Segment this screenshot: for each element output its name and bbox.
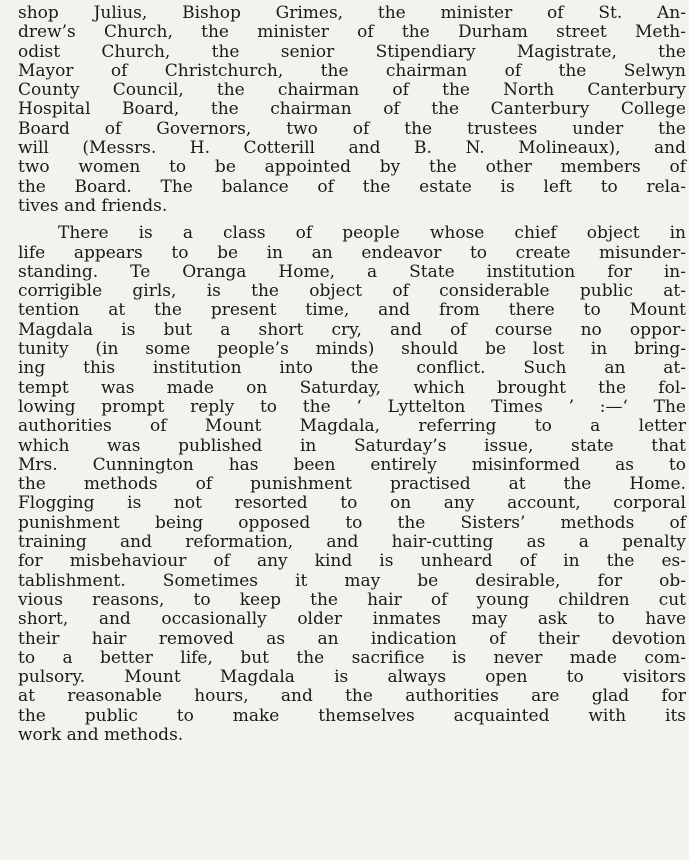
text-line: training and reformation, and hair-cutting as a penalty <box>18 532 686 553</box>
text-line: two women to be appointed by the other members of <box>18 157 686 178</box>
text-line: tives and friends. <box>18 195 168 216</box>
text-line: Flogging is not resorted to on any account, corporal <box>18 493 686 514</box>
text-line: to a better life, but the sacrifice is never made com- <box>18 647 686 668</box>
text-line: authorities of Mount Magdala, referring to a letter <box>18 416 686 437</box>
text-line: lowing prompt reply to the ‘ Lyttelton Times ’ :—‘ The <box>18 396 686 417</box>
text-line: drew’s Church, the minister of the Durham street Meth- <box>18 22 686 43</box>
article-column <box>18 4 686 745</box>
text-line: standing. Te Oranga Home, a State institution for in- <box>18 261 686 282</box>
paragraph-estate-bequest <box>18 4 686 216</box>
text-line: vious reasons, to keep the hair of young children cut <box>18 589 686 610</box>
text-line: short, and occasionally older inmates may ask to have <box>18 609 686 630</box>
text-line: punishment being opposed to the Sisters’ methods of <box>18 512 686 533</box>
text-line: at reasonable hours, and the authorities are glad for <box>18 686 686 707</box>
paragraph-mount-magdala <box>18 224 686 745</box>
text-line: Hospital Board, the chairman of the Canterbury College <box>18 99 686 120</box>
text-line: Magdala is but a short cry, and of course no oppor- <box>18 319 686 340</box>
text-line: odist Church, the senior Stipendiary Magistrate, the <box>18 41 686 62</box>
text-line: shop Julius, Bishop Grimes, the minister of St. An- <box>18 3 686 23</box>
text-line: for misbehaviour of any kind is unheard of in the es- <box>18 551 686 572</box>
text-line: will (Messrs. H. Cotterill and B. N. Molineaux), and <box>18 138 686 159</box>
text-line: Board of Governors, two of the trustees under the <box>18 118 686 139</box>
text-line: tablishment. Sometimes it may be desirable, for ob- <box>18 570 686 591</box>
text-line: the public to make themselves acquainted with its <box>18 705 686 726</box>
text-line: tempt was made on Saturday, which brought the fol- <box>18 377 686 398</box>
text-line: work and methods. <box>18 724 184 745</box>
text-line: Mrs. Cunnington has been entirely misinformed as to <box>18 454 686 475</box>
text-line: their hair removed as an indication of their devotion <box>18 628 686 649</box>
text-line: There is a class of people whose chief object in <box>58 223 686 244</box>
text-line: ing this institution into the conflict. Such an at- <box>18 358 686 379</box>
text-line: tention at the present time, and from there to Mount <box>18 300 686 321</box>
text-line: the Board. The balance of the estate is left to rela- <box>18 176 686 197</box>
text-line: corrigible girls, is the object of considerable public at- <box>18 281 686 302</box>
text-line: which was published in Saturday’s issue, state that <box>18 435 686 456</box>
text-line: County Council, the chairman of the North Canterbury <box>18 80 686 101</box>
text-line: Mayor of Christchurch, the chairman of the Selwyn <box>18 60 686 81</box>
text-line: the methods of punishment practised at the Home. <box>18 474 686 495</box>
text-line: life appears to be in an endeavor to create misunder- <box>18 242 686 263</box>
text-line: pulsory. Mount Magdala is always open to visitors <box>18 667 686 688</box>
text-line: tunity (in some people’s minds) should be lost in bring- <box>18 339 686 360</box>
